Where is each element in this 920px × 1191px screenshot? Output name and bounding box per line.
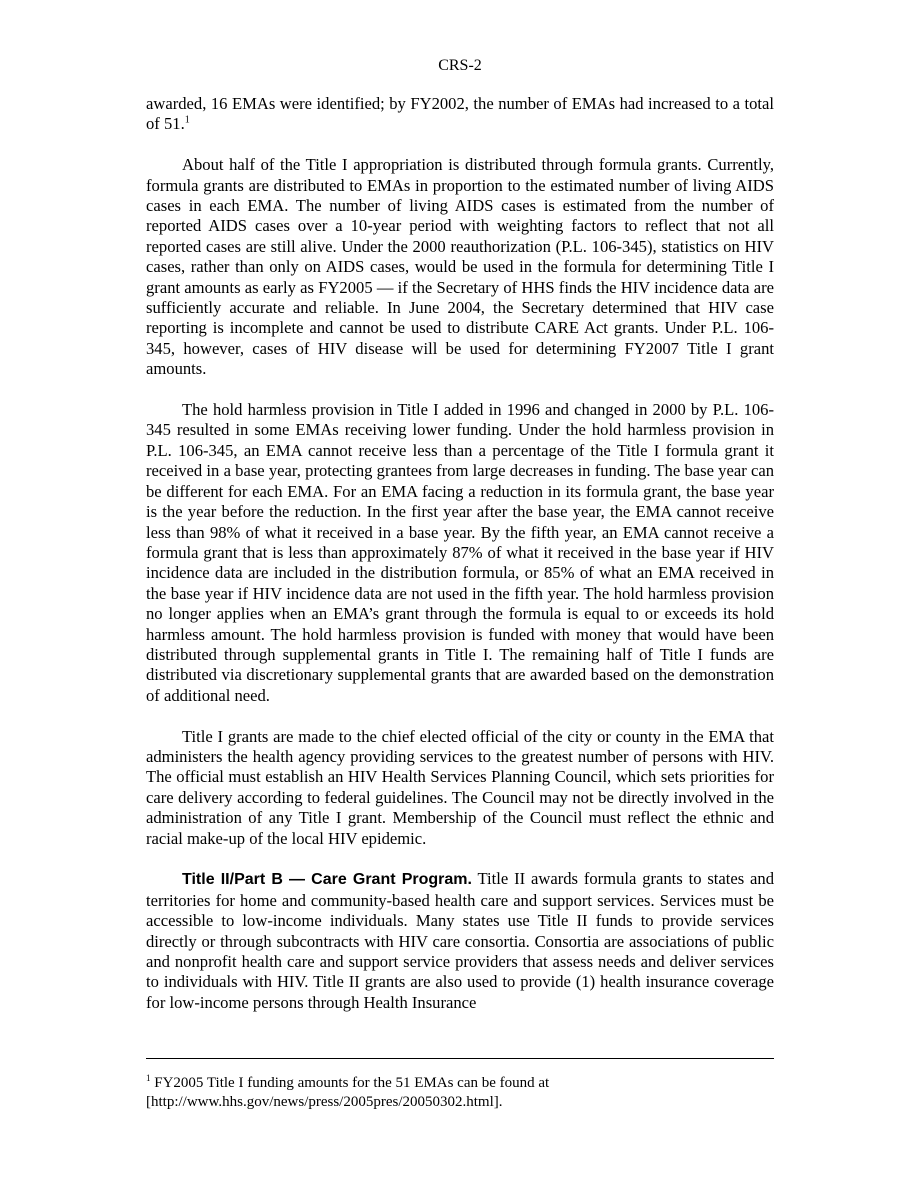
- paragraph-hold-harmless: The hold harmless provision in Title I added in 1996 and changed in 2000 by P.L. 106-345 resulted in some EMAs receiving lower funding. Under the hold harmless provision in P.L. 106-345, an EMA cannot receive less than a percentage of the Title I formula grant it received in a base year, protecting grantees from large decreases in funding. The base year can be different for each EMA. For an EMA facing a reduction in its formula grant, the base year is the year before the reduction. In the first year after the base year, the EMA cannot receive less than 98% of what it received in a base year. By the fifth year, an EMA cannot receive a formula grant that is less than approximately 87% of what it received in the base year if HIV incidence data are included in the distribution formula, or 85% of what an EMA received in the base year if HIV incidence data are not used in the fifth year. The hold harmless provision no longer applies when an EMA’s grant through the formula is equal to or exceeds its hold harmless amount. The hold harmless provision is funded with money that would have been distributed through supplemental grants in Title I. The remaining half of Title I funds are distributed via discretionary supplemental grants that are awarded based on the demonstration of additional need.: [146, 400, 774, 705]
- footnote-reference: 1: [184, 114, 190, 126]
- paragraph-formula-grants: About half of the Title I appropriation is distributed through formula grants. Currently, formula grants are distributed to EMAs in proportion to the estimated number of living AIDS cases in each EMA. The number of living AIDS cases is estimated from the number of reported AIDS cases over a 10-year period with weighting factors to reflect that not all reported cases are still alive. Under the 2000 reauthorization (P.L. 106-345), statistics on HIV cases, rather than only on AIDS cases, would be used in the formula for determining Title I grant amounts as early as FY2005 — if the Secretary of HHS finds the HIV incidence data are sufficiently accurate and reliable. In June 2004, the Secretary determined that HIV case reporting is incomplete and cannot be used to distribute CARE Act grants. Under P.L. 106-345, however, cases of HIV disease will be used for determining FY2007 Title I grant amounts.: [146, 155, 774, 379]
- footnote-text: FY2005 Title I funding amounts for the 51 EMAs can be found at [http://www.hhs.gov/news/press/2005pres/20050302.html].: [146, 1075, 550, 1110]
- paragraph-planning-council: Title I grants are made to the chief elected official of the city or county in the EMA that administers the health agency providing services to the greatest number of persons with HIV. The official must establish an HIV Health Services Planning Council, which sets priorities for care delivery according to federal guidelines. The Council may not be directly involved in the administration of any Title I grant. Membership of the Council must reflect the ethnic and racial make-up of the local HIV epidemic.: [146, 726, 774, 848]
- page-header: CRS-2: [438, 57, 482, 74]
- paragraph-text: awarded, 16 EMAs were identified; by FY2002, the number of EMAs had increased to a total of 51.: [146, 94, 774, 134]
- body-text: [146, 94, 774, 1034]
- footnote-number: 1: [146, 1073, 151, 1083]
- paragraph-text: Title II awards formula grants to states and territories for home and community-based health care and support services. Services must be accessible to low-income individuals. Many states use Title II funds to provide services directly or through subcontracts with HIV care consortia. Consortia are associations of public and nonprofit health care and support service providers that assess needs and deliver services to individuals with HIV. Title II grants are also used to provide (1) health insurance coverage for low-income persons through Health Insurance: [146, 869, 774, 1012]
- paragraph-title-ii: [146, 869, 774, 1013]
- section-heading: Title II/Part B — Care Grant Program.: [182, 871, 472, 889]
- paragraph-continuation: [146, 94, 774, 135]
- footnote-divider: [146, 1058, 774, 1059]
- footnote: [146, 1074, 774, 1112]
